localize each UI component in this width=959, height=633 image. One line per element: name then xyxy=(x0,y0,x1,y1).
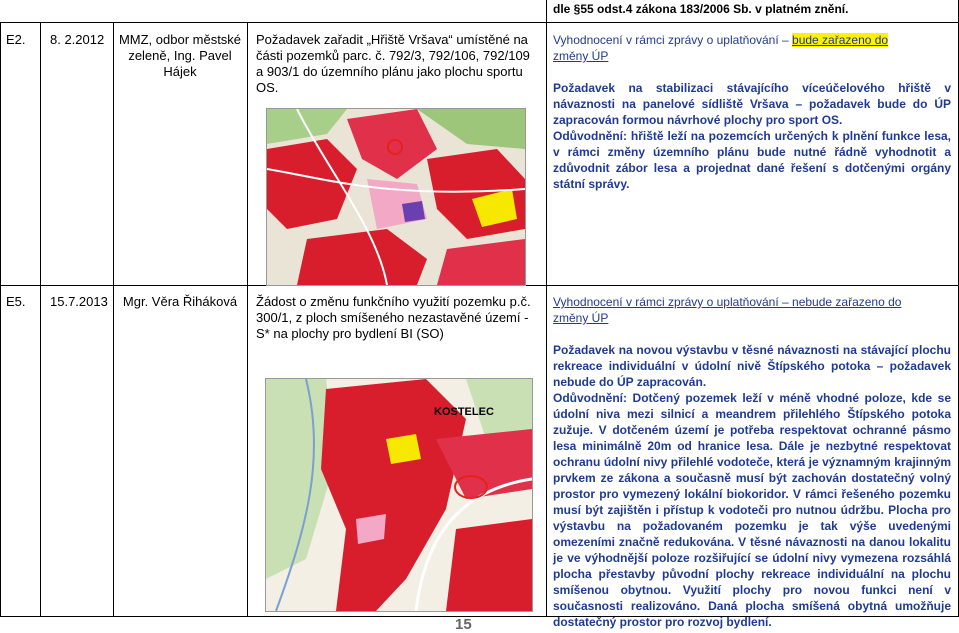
eval-suffix: změny ÚP xyxy=(553,49,609,63)
eval-para-1: Požadavek na novou výstavbu v těsné návaznosti na stávající plochu rekreace individuální v údolní nivě Štípského potoka – požadavek nebude do ÚP zapracován. xyxy=(553,343,951,389)
eval-highlight: bude zařazeno do xyxy=(792,33,889,47)
col-line-1 xyxy=(40,22,41,616)
row-request: Žádost o změnu funkčního využití pozemku p.č. 300/1, z ploch smíšeného nezastavěné území - S* na plochy pro bydlení BI (SO) xyxy=(256,294,531,341)
row-date: 15.7.2013 xyxy=(50,294,108,309)
row-applicant: MMZ, odbor městské zeleně, Ing. Pavel Hájek xyxy=(118,32,242,79)
col-line-4 xyxy=(546,0,547,616)
map-kostelec xyxy=(265,378,533,612)
map-label: KOSTELEC xyxy=(434,406,494,418)
row-applicant: Mgr. Věra Řiháková xyxy=(122,294,238,309)
eval-line-1: Vyhodnocení v rámci zprávy o uplatňování – nebude zařazeno do xyxy=(553,295,902,309)
row-id: E5. xyxy=(6,294,26,309)
eval-para-1: Požadavek na stabilizaci stávajícího víceúčelového hřiště v návaznosti na panelové sídliště Vršava – požadavek bude do ÚP zapracován formou návrhové plochy pro sport OS. xyxy=(553,81,951,127)
col-line-2 xyxy=(113,22,114,616)
eval-prefix: Vyhodnocení v rámci zprávy o uplatňování – xyxy=(553,33,793,47)
eval-para-2: Odůvodnění: hřiště leží na pozemcích určených k plnění funkce lesa, v rámci změny územního plánu bude nutné řádně vyhodnotit a zdůvodnit zábor lesa a projednat dané řešení s dotčenými orgány státní správy. xyxy=(553,129,951,191)
row-date: 8. 2.2012 xyxy=(50,32,105,47)
eval-para-2: Odůvodnění: Dotčený pozemek leží v méně vhodné poloze, kde se údolní niva mezi silnicí a meandrem přilehlého Štípského potoka zužuje. V dotčeném území je potřeba respektovat ochranné pásmo lesa minimálně 20m od hranice lesa. Dále je nezbytné respektovat ochranu údolní nivy přilehlé vodoteče, která je významným krajinným prvkem ze zákona a současně musí být zachován dostatečný volný prostor pro vymezený lokální biokoridor. V rámci řešeného pozemku musí být zajištěn i přístup k vodoteči pro nutnou údržbu. Plocha pro výstavbu na požadovaném pozemku je tak výše uvedenými omezeními značně redukována. V těsné návaznosti na danou lokalitu je ve výhodnější poloze rozšiřující se údolní nivy vymezena rozsáhlá plocha přestavby původní plochy rekreace individuální na plochu smíšenou obytnou. Využití plochy pro novou funkci není v současnosti realizováno. Daná plocha smíšená obytná umožňuje dostatečný prostor pro rozvoj bydlení. xyxy=(553,391,951,629)
row-id: E2. xyxy=(6,32,26,47)
evaluation-e5 xyxy=(553,294,951,630)
map-vrsava xyxy=(266,108,526,286)
evaluation-e2 xyxy=(553,32,951,192)
legal-note: dle §55 odst.4 zákona 183/2006 Sb. v platném znění. xyxy=(553,2,849,16)
map-vrsava-graphic xyxy=(267,109,525,285)
eval-line-2: změny ÚP xyxy=(553,311,609,325)
col-line-0 xyxy=(0,22,1,616)
page-number: 15 xyxy=(455,616,472,633)
row-request: Požadavek zařadit „Hřiště Vršava“ umístěné na části pozemků parc. č. 792/3, 792/106, 792/109 a 903/1 do územního plánu jako plochu sportu OS. xyxy=(256,32,530,95)
row-divider-top xyxy=(0,22,959,23)
map-kostelec-graphic xyxy=(266,379,532,611)
col-line-3 xyxy=(247,22,248,616)
